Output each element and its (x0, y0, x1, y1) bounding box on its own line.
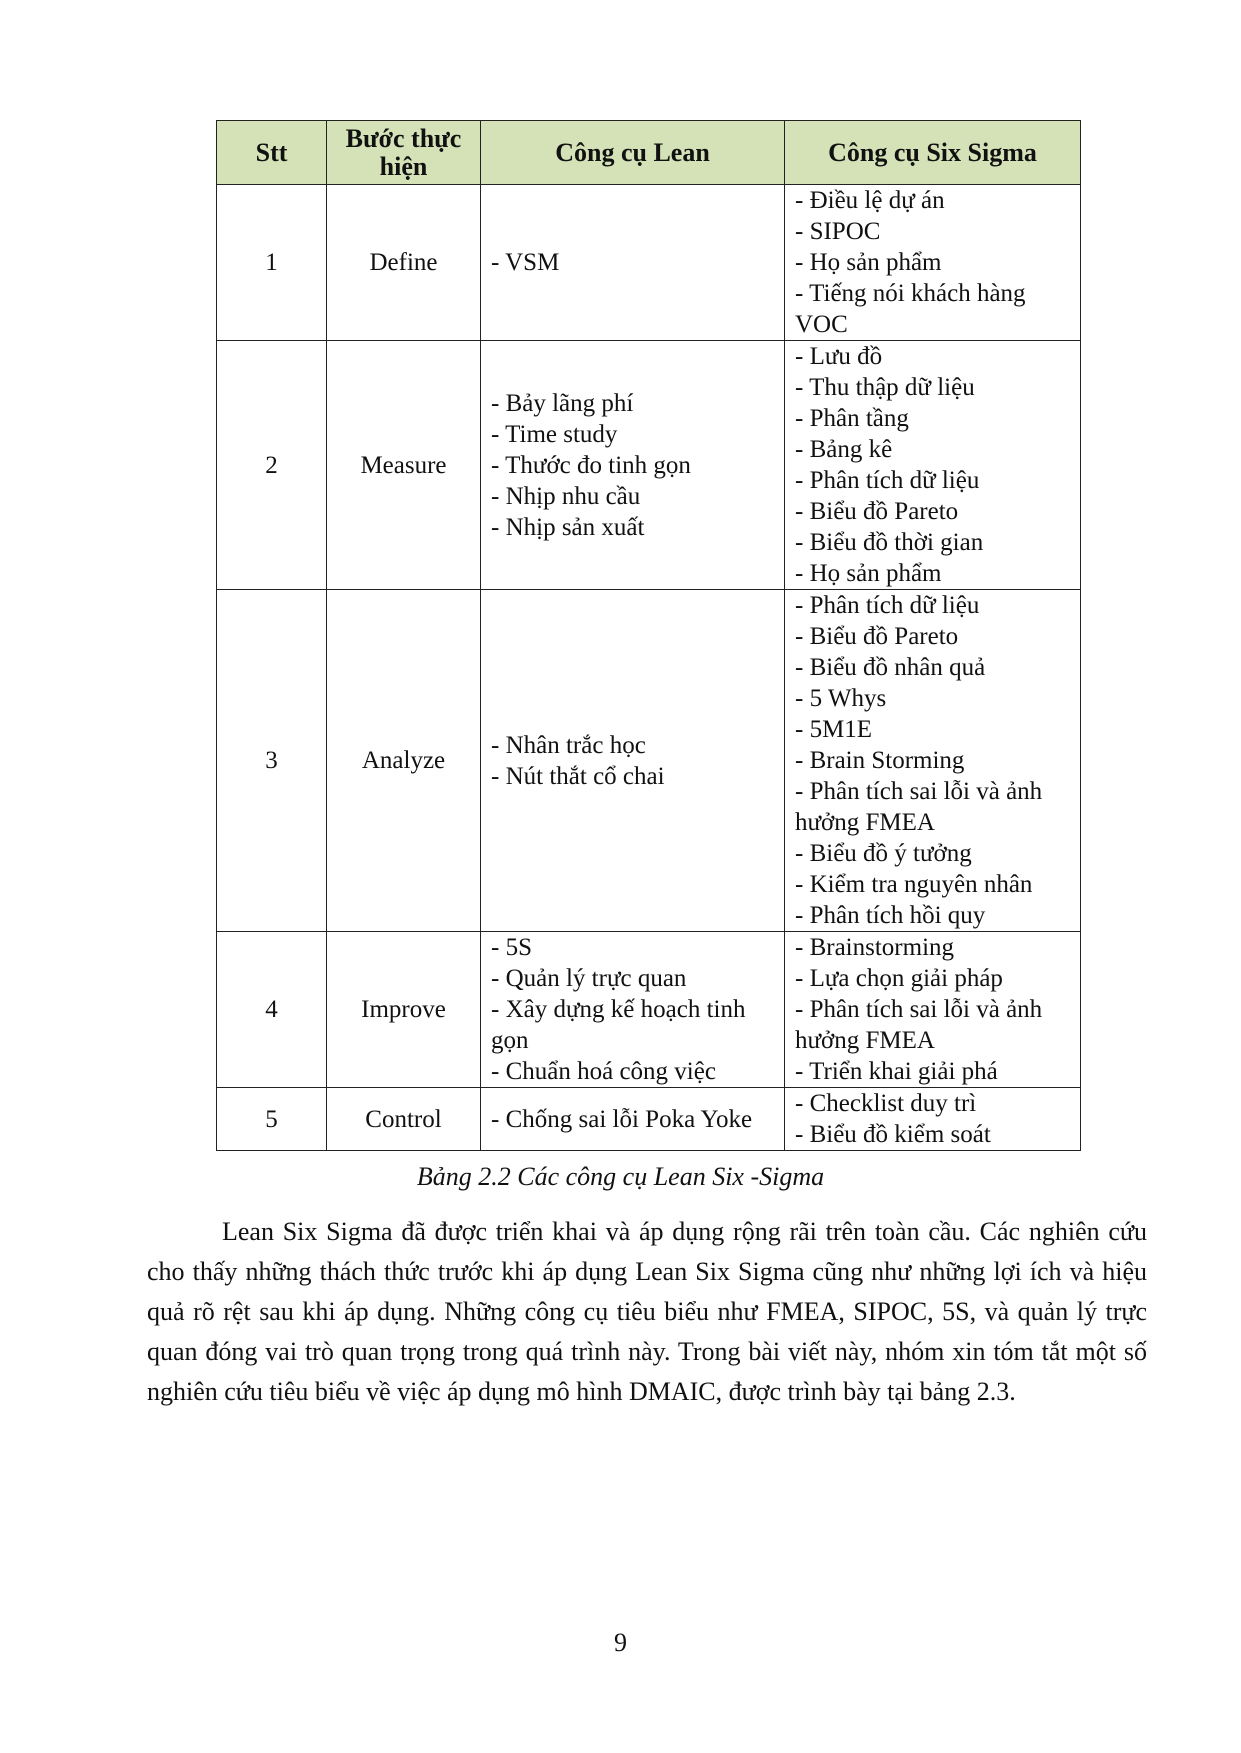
six-sigma-tool-item: - Brain Storming (795, 747, 965, 774)
lean-tool-item: - Chống sai lỗi Poka Yoke (491, 1105, 753, 1133)
cell-lean-tools (481, 590, 785, 932)
six-sigma-tool-item: - Phân tích sai lỗi và ảnh hưởng FMEA (795, 778, 1043, 836)
six-sigma-tool-item: - Phân tích hồi quy (795, 902, 986, 929)
six-sigma-tool-item: - Họ sản phẩm (795, 249, 942, 276)
six-sigma-tool-item: - Điều lệ dự án (795, 187, 945, 214)
body-paragraph: Lean Six Sigma đã được triển khai và áp dụng rộng rãi trên toàn cầu. Các nghiên cứu cho thấy những thách thức trước khi áp dụng Lean Six Sigma cũng như những lợi ích và hiệu quả rõ rệt sau khi áp dụng. Những công cụ tiêu biểu như FMEA, SIPOC, 5S, và quản lý trực quan đóng vai trò quan trọng trong quá trình này. Trong bài viết này, nhóm xin tóm tắt một số nghiên cứu tiêu biểu về việc áp dụng mô hình DMAIC, được trình bày tại bảng 2.3. (147, 1217, 1147, 1406)
cell-stt: 1 (217, 185, 327, 341)
six-sigma-tool-item: - Lưu đồ (795, 343, 883, 370)
cell-lean-tools (481, 932, 785, 1088)
six-sigma-tool-item: - Phân tích dữ liệu (795, 467, 980, 494)
six-sigma-tool-item: - Checklist duy trì (795, 1090, 977, 1117)
six-sigma-tool-item: - Tiếng nói khách hàng VOC (795, 280, 1026, 338)
six-sigma-tool-item: - Phân tầng (795, 405, 909, 432)
cell-lean-tools (481, 341, 785, 590)
lean-tool-item: - Thước đo tinh gọn (491, 451, 691, 479)
lean-tool-item: - VSM (491, 249, 560, 276)
table-caption: Bảng 2.2 Các công cụ Lean Six -Sigma (416, 1162, 825, 1191)
lean-tool-item: - Bảy lãng phí (491, 389, 634, 417)
lean-six-sigma-tools-table (216, 120, 1081, 1151)
table-row (217, 185, 1081, 341)
table-row (217, 1088, 1081, 1151)
cell-step: Control (327, 1088, 481, 1151)
cell-lean-tools (481, 1088, 785, 1151)
lean-tool-item: - Nhịp sản xuất (491, 513, 645, 541)
six-sigma-tool-item: - Thu thập dữ liệu (795, 374, 975, 401)
cell-six-sigma-tools (785, 932, 1081, 1088)
header-six-sigma-tools: Công cụ Six Sigma (785, 121, 1081, 185)
cell-stt: 2 (217, 341, 327, 590)
lean-tool-item: - Time study (491, 420, 618, 448)
lean-tool-item: - Xây dựng kế hoạch tinh gọn (491, 996, 746, 1054)
six-sigma-tool-item: - Brainstorming (795, 934, 955, 961)
cell-stt: 3 (217, 590, 327, 932)
cell-six-sigma-tools (785, 341, 1081, 590)
page-number: 9 (614, 1628, 627, 1657)
lean-tool-item: - Nhân trắc học (491, 731, 646, 759)
six-sigma-tool-item: - Kiểm tra nguyên nhân (795, 871, 1033, 898)
cell-stt: 4 (217, 932, 327, 1088)
six-sigma-tool-item: - Triển khai giải phá (795, 1058, 998, 1085)
six-sigma-tool-item: - Biểu đồ kiểm soát (795, 1121, 991, 1148)
six-sigma-tool-item: - Phân tích sai lỗi và ảnh hưởng FMEA (795, 996, 1043, 1054)
cell-step: Analyze (327, 590, 481, 932)
six-sigma-tool-item: - Biểu đồ nhân quả (795, 654, 986, 681)
header-lean-tools: Công cụ Lean (481, 121, 785, 185)
six-sigma-tool-item: - SIPOC (795, 218, 881, 245)
cell-six-sigma-tools (785, 1088, 1081, 1151)
cell-step: Improve (327, 932, 481, 1088)
header-step: Bước thực hiện (327, 121, 481, 185)
six-sigma-tool-item: - Biểu đồ Pareto (795, 498, 959, 525)
table-row (217, 590, 1081, 932)
six-sigma-tool-item: - Biểu đồ thời gian (795, 529, 984, 556)
cell-step: Define (327, 185, 481, 341)
lean-tool-item: - Nhịp nhu cầu (491, 482, 641, 510)
six-sigma-tool-item: - Lựa chọn giải pháp (795, 965, 1003, 992)
header-stt: Stt (217, 121, 327, 185)
table-row (217, 932, 1081, 1088)
six-sigma-tool-item: - Phân tích dữ liệu (795, 592, 980, 619)
lean-tool-item: - Quản lý trực quan (491, 965, 687, 992)
cell-lean-tools (481, 185, 785, 341)
six-sigma-tool-item: - 5M1E (795, 716, 873, 743)
lean-tool-item: - 5S (491, 934, 532, 961)
lean-tool-item: - Nút thắt cổ chai (491, 762, 665, 790)
cell-six-sigma-tools (785, 185, 1081, 341)
lean-tool-item: - Chuẩn hoá công việc (491, 1058, 716, 1085)
six-sigma-tool-item: - Bảng kê (795, 436, 893, 463)
six-sigma-tool-item: - Biểu đồ Pareto (795, 623, 959, 650)
table-row (217, 341, 1081, 590)
cell-six-sigma-tools (785, 590, 1081, 932)
cell-stt: 5 (217, 1088, 327, 1151)
cell-step: Measure (327, 341, 481, 590)
six-sigma-tool-item: - Họ sản phẩm (795, 560, 942, 587)
table-header-row (217, 121, 1081, 185)
six-sigma-tool-item: - Biểu đồ ý tưởng (795, 840, 972, 867)
table-body (217, 185, 1081, 1151)
six-sigma-tool-item: - 5 Whys (795, 685, 887, 712)
